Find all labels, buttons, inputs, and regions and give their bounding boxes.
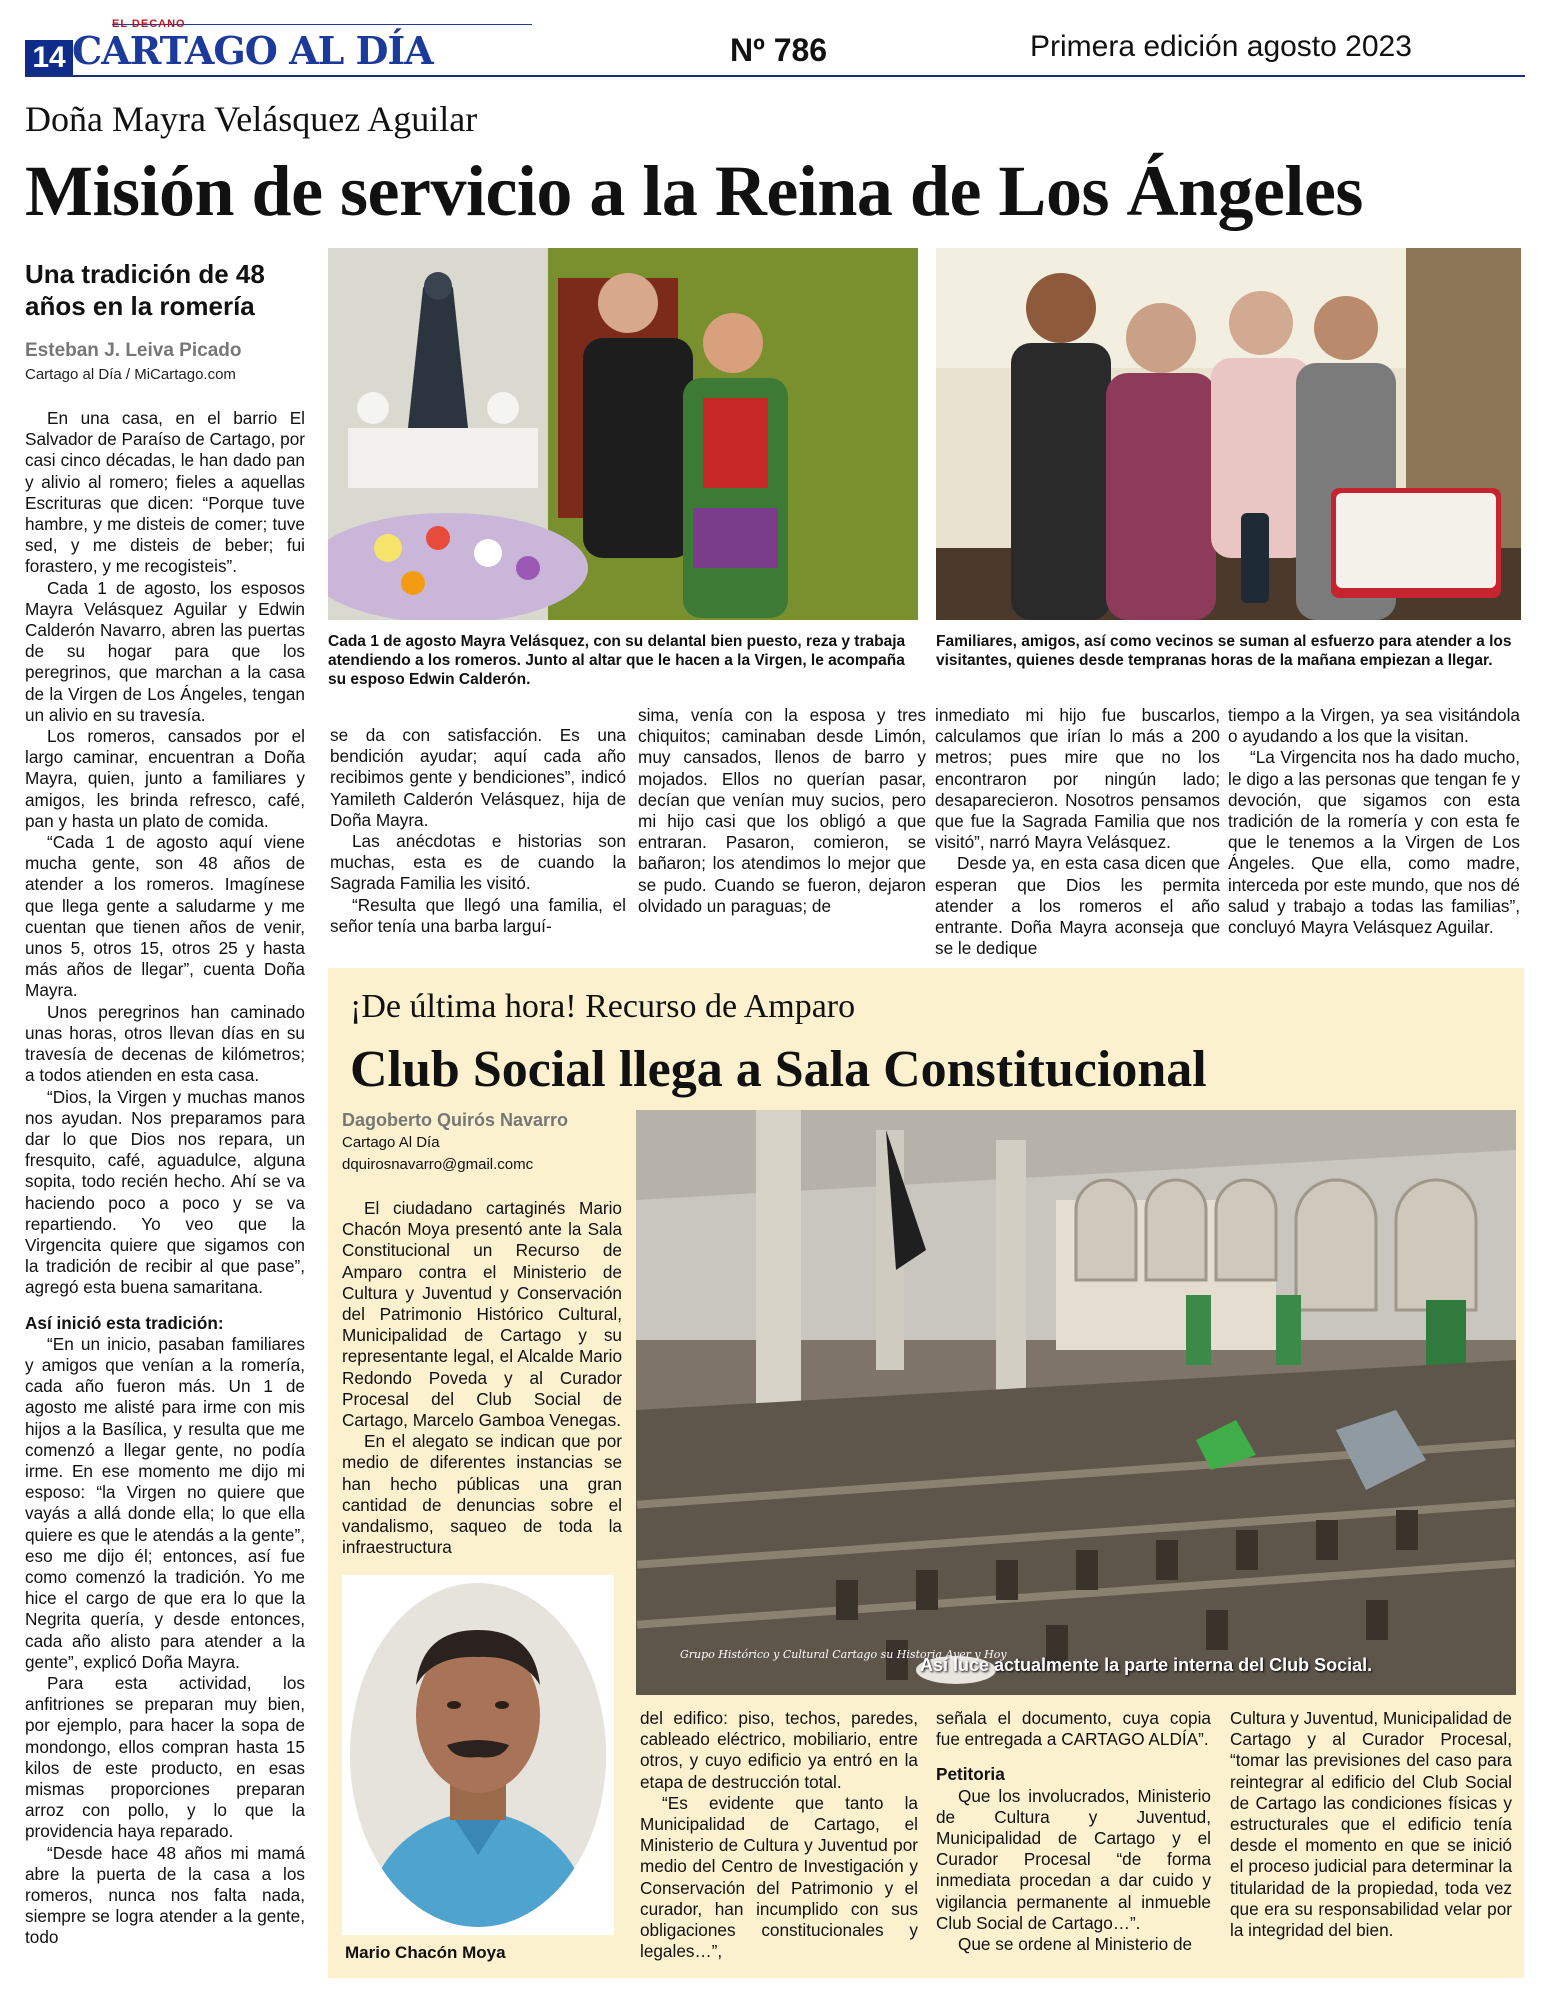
article1-column-1 bbox=[25, 408, 305, 1949]
paragraph: Que se ordene al Ministerio de bbox=[958, 1934, 1193, 1955]
photo3-caption: Así luce actualmente la parte interna del Club Social. bbox=[920, 1655, 1373, 1675]
logo-tagline: EL DECANO bbox=[112, 18, 186, 30]
paragraph: “Dios, la Virgen y muchas manos nos ayudan. Nos preparamos para dar lo que Dios nos repara, un fresquito, café, aguadulce, alguna sopita, todo recién hecho. Ahí se va haciendo poco a poco y se va repartiendo. Yo veo que la Virgencita quiere que sigamos con la tradición de recibir al que pase”, agregó esta buena samaritana. bbox=[25, 1086, 305, 1298]
inline-subhead: Así inició esta tradición: bbox=[25, 1312, 224, 1333]
article2-email: dquirosnavarro@gmail.comc bbox=[342, 1156, 534, 1173]
paragraph: sima, venía con la esposa y tres chiquitos; caminaban desde Limón, muy cansados, llenos de barro y mojados. Ellos no querían pasar, decían que venían muy sucios, pero mi hijo casi que los obligó a que entraran. Pasaron, comieron, se bañaron; los atendimos lo mejor que se pudo. Cuando se fueron, dejaron olvidado un paraguas; de bbox=[638, 705, 926, 916]
paragraph: Que los involucrados, Ministerio de Cultura y Juventud, Municipalidad de Cartago y el Curador Procesal “de forma inmediata procedan a dar cuido y vigilancia permanente al inmueble Club Social de Cartago…”. bbox=[936, 1785, 1211, 1933]
photo1-caption: Cada 1 de agosto Mayra Velásquez, con su delantal bien puesto, reza y trabaja atendiendo a los romeros. Junto al altar que le hacen a la Virgen, le acompaña su esposo Edwin Calderón. bbox=[328, 633, 906, 688]
paragraph: “Resulta que llegó una familia, el señor tenía una barba larguí- bbox=[330, 894, 626, 936]
paragraph: se da con satisfacción. Es una bendición ayudar; aquí cada año recibimos gente y bendiciones”, indicó Yamileth Calderón Velásquez, hija de Doña Mayra. bbox=[330, 725, 626, 830]
portrait-mario-chacon bbox=[342, 1575, 614, 1935]
paragraph: Cada 1 de agosto, los esposos Mayra Velásquez Aguilar y Edwin Calderón Navarro, abren las puertas de su hogar para que los peregrinos, que marchan a la casa de la Virgen de Los Ángeles, tengan un alivio en su travesía. bbox=[25, 577, 305, 725]
article2-credit: Cartago Al Día bbox=[342, 1134, 440, 1151]
paragraph: Los romeros, cansados por el largo caminar, encuentran a Doña Mayra, quien, junto a familiares y amigos, les brinda refresco, café, pan y hasta un plato de comida. bbox=[25, 726, 305, 831]
paragraph: Las anécdotas e historias son muchas, esta es de cuando la Sagrada Familia les visitó. bbox=[330, 831, 626, 894]
paragraph: El ciudadano cartaginés Mario Chacón Moya presentó ante la Sala Constitucional un Recurso de Amparo contra el Ministerio de Cultura y Juventud y Conservación del Patrimonio Histórico Cultural, Municipalidad de Cartago y su representante legal, el Alcalde Mario Redondo Poveda y al Curador Procesal del Club Social de Cartago, Marcelo Gamboa Venegas. bbox=[342, 1198, 622, 1431]
page-number: 14 bbox=[25, 40, 73, 76]
inline-subhead: Petitoria bbox=[936, 1764, 1005, 1785]
paragraph: “La Virgencita nos ha dado mucho, le digo a las personas que tengan fe y devoción, que sigamos con esta tradición de la romería y con esta fe que le tenemos a la Virgen de Los Ángeles. Que ella, como madre, interceda por este mundo, que nos dé salud y trabajo a todas las familias”, concluyó Mayra Velásquez Aguilar. bbox=[1228, 747, 1520, 938]
newspaper-logo bbox=[72, 18, 433, 76]
article1-column-3 bbox=[638, 705, 926, 917]
article1-byline: Esteban J. Leiva Picado bbox=[25, 340, 242, 361]
edition-date: Primera edición agosto 2023 bbox=[1030, 30, 1412, 63]
paragraph: En el alegato se indican que por medio de diferentes instancias se han hecho públicas una gran cantidad de denuncias sobre el vandalismo, saqueo de toda la infraestructura bbox=[342, 1431, 622, 1558]
header-rule bbox=[25, 75, 1525, 77]
paragraph: Desde ya, en esta casa dicen que esperan que Dios les permita atender a los romeros el año entrante. Doña Mayra aconseja que se le dedique bbox=[935, 853, 1220, 959]
article1-credit: Cartago al Día / MiCartago.com bbox=[25, 366, 236, 383]
paragraph: “Es evidente que tanto la Municipalidad de Cartago, el Ministerio de Cultura y Juventud por medio del Centro de Investigación y Conservación del Patrimonio y el curador, han incumplido con sus obligaciones constitucionales y legales…”, bbox=[640, 1792, 918, 1962]
article2-column-2 bbox=[640, 1708, 918, 1962]
paragraph: “En un inicio, pasaban familiares y amigos que venían a la romería, cada año fueron más. Un 1 de agosto me alisté para irme con mis hijos a la Basílica, y resulta que me comenzó a llegar gente, no podía irme. En ese momento me dijo mi esposo: “la Virgen no quiere que vayás a allá donde ella; lo que ella quiere es que le atendás a la gente”, eso me dijo él; entonces, así fue como comenzó la tradición. Yo me hice el cargo de que era lo que la Negrita quería, y desde entonces, cada año alisto para atender a la gente”, explicó Doña Mayra. bbox=[25, 1333, 305, 1672]
photo-family-volunteers bbox=[936, 248, 1521, 620]
photo2-caption: Familiares, amigos, así como vecinos se suman al esfuerzo para atender a los visitantes, quienes desde tempranas horas de la mañana empiezan a llegar. bbox=[936, 633, 1512, 669]
issue-number: Nº 786 bbox=[730, 32, 828, 68]
paragraph: del edifico: piso, techos, paredes, cableado eléctrico, mobiliario, entre otros, y cuyo edificio ya entró en la etapa de destrucción total. bbox=[640, 1708, 918, 1792]
paragraph: señala el documento, cuya copia fue entregada a CARTAGO ALDÍA”. bbox=[936, 1708, 1211, 1750]
paragraph: Unos peregrinos han caminado unas horas, otros llevan días en su travesía de decenas de kilómetros; a todos atienden en esta casa. bbox=[25, 1001, 305, 1086]
paragraph: Para esta actividad, los anfitriones se preparan muy bien, por ejemplo, para hacer la sopa de mondongo, ellos compran hasta 15 kilos de este producto, en esas mismas proporciones preparan arroz con pollo, y lo que la providencia haya reparado. bbox=[25, 1672, 305, 1842]
photo-watermark: Grupo Histórico y Cultural Cartago su Historia Ayer y Hoy bbox=[680, 1648, 1007, 1661]
article2-column-3 bbox=[936, 1708, 1211, 1955]
article2-kicker: ¡De última hora! Recurso de Amparo bbox=[350, 988, 856, 1025]
article2-byline: Dagoberto Quirós Navarro bbox=[342, 1110, 569, 1130]
portrait-caption: Mario Chacón Moya bbox=[345, 1943, 506, 1962]
article1-subhead: Una tradición de 48 años en la romería bbox=[25, 259, 265, 321]
article1-column-5 bbox=[1228, 705, 1520, 938]
article1-column-4 bbox=[935, 705, 1220, 959]
photo-altar-couple bbox=[328, 248, 918, 620]
article1-kicker: Doña Mayra Velásquez Aguilar bbox=[25, 99, 478, 139]
article2-headline: Club Social llega a Sala Constitucional bbox=[350, 1041, 1207, 1098]
photo-club-social-interior bbox=[636, 1110, 1516, 1695]
paragraph: En una casa, en el barrio El Salvador de Paraíso de Cartago, por casi cinco décadas, le han dado pan y alivio al romero; fieles a aquellas Escrituras que dicen: “Porque tuve hambre, y me disteis de comer; tuve sed, y me disteis de beber; fui forastero, y me recogisteis”. bbox=[25, 408, 305, 577]
article1-column-2 bbox=[330, 725, 626, 937]
paragraph: Cultura y Juventud, Municipalidad de Cartago y al Curador Procesal, “tomar las previsiones del caso para reintegrar al edificio del Club Social de Cartago las condiciones físicas y estructurales que el edificio tenía desde el momento en que se inició el proceso judicial para determinar la titularidad de la propiedad, toda vez que era su responsabilidad velar por la integridad del bien. bbox=[1230, 1708, 1512, 1941]
paragraph: tiempo a la Virgen, ya sea visitándola o ayudando a los que la visitan. bbox=[1228, 705, 1520, 747]
paragraph: “Cada 1 de agosto aquí viene mucha gente, son 48 años de atender a los romeros. Imagínese que llega gente a saludarme y me cuentan que tienen años de venir, unos 5, otros 15, otros 25 y hasta más años de llegar”, cuenta Doña Mayra. bbox=[25, 832, 305, 1001]
article2-column-4 bbox=[1230, 1708, 1512, 1941]
logo-name: CARTAGO AL DÍA bbox=[72, 28, 433, 73]
paragraph: “Desde hace 48 años mi mamá abre la puerta de la casa a los romeros, nunca nos falta nada, siempre se logra atender a la gente, todo bbox=[25, 1842, 305, 1948]
article2-column-1 bbox=[342, 1198, 622, 1558]
paragraph: inmediato mi hijo fue buscarlos, calculamos que irían lo más a 200 metros; pues mire que no los encontraron por ningún lado; desaparecieron. Nosotros pensamos que fue la Sagrada Familia que nos visitó”, narró Mayra Velásquez. bbox=[935, 705, 1220, 853]
article1-headline: Misión de servicio a la Reina de Los Ángeles bbox=[25, 151, 1363, 231]
